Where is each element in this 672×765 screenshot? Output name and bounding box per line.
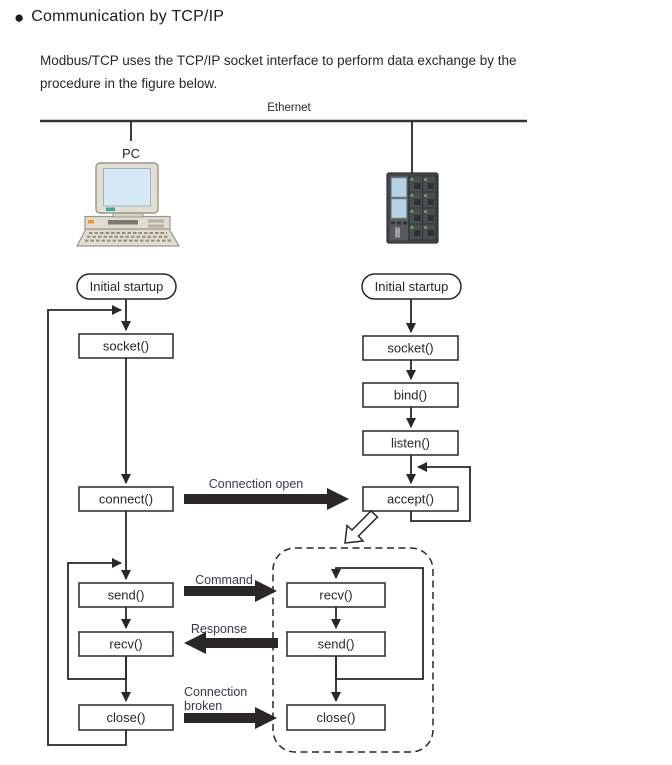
pc-flow-loop-recv-to-send [68,563,126,679]
device-window-top [392,178,407,197]
device-flow-start-label: Initial startup [374,279,449,294]
device-module-detail [414,230,421,236]
device-led [411,194,414,197]
pc-label: PC [121,146,141,161]
ethernet-label: Ethernet [267,102,311,114]
device-flow-accept-label: accept() [387,491,434,507]
device-led [411,210,414,213]
pc-flow-start-label: Initial startup [89,279,164,294]
pc-flow-connect-label: connect() [98,491,154,507]
device-flowchart [345,274,470,543]
pc-floppy-slot [108,220,138,225]
pc-monitor-button [106,208,115,212]
section-title: Communication by TCP/IP [31,8,225,25]
plc-device-illustration [387,173,438,243]
pc-illustration [77,163,179,246]
device-module-detail [414,199,421,205]
device-module-detail [428,230,435,236]
pc-flow-recv-label: recv() [109,636,143,652]
pc-flow-socket-label: socket() [102,338,150,354]
device-session-flow [273,548,433,752]
connection-broken-label-line1: Connection [184,685,248,699]
device-module-detail [428,215,435,221]
command-label: Command [195,573,253,587]
pc-flowchart [48,274,176,745]
device-led [424,210,427,213]
device-window-bottom [392,199,407,218]
device-flow-send-label: send() [317,636,355,652]
accept-handoff-arrow-icon [345,511,378,543]
pc-flow-send-label: send() [107,587,145,603]
device-module-detail [428,199,435,205]
response-label: Response [190,622,248,636]
device-flow-bind-label: bind() [393,387,428,403]
pc-case-vent [148,220,164,223]
section-bullet-icon: ● [14,7,25,27]
device-module-detail [414,183,421,189]
pc-case-vent [148,225,164,228]
device-led [424,178,427,181]
connection-broken-label-line2: broken [184,699,223,713]
pc-power-led [88,220,94,224]
device-switch [403,222,407,225]
pc-screen [104,169,151,207]
device-switch [391,222,395,225]
device-led [424,226,427,229]
device-port [395,228,400,238]
intro-line-2: procedure in the figure below. [40,76,218,91]
intro-line-1: Modbus/TCP uses the TCP/IP socket interface to perform data exchange by the [40,53,517,68]
device-flow-close-label: close() [316,710,356,725]
device-switch [397,222,401,225]
connection-open-arrow [184,488,349,510]
device-flow-socket-label: socket() [387,340,434,356]
pc-flow-close-label: close() [106,710,146,725]
device-module-detail [414,215,421,221]
device-module-detail [428,183,435,189]
device-led [424,194,427,197]
device-flow-recv-label: recv() [319,587,353,603]
device-flow-listen-label: listen() [390,435,431,451]
device-led [411,226,414,229]
device-led [411,178,414,181]
connection-open-label: Connection open [208,477,304,491]
